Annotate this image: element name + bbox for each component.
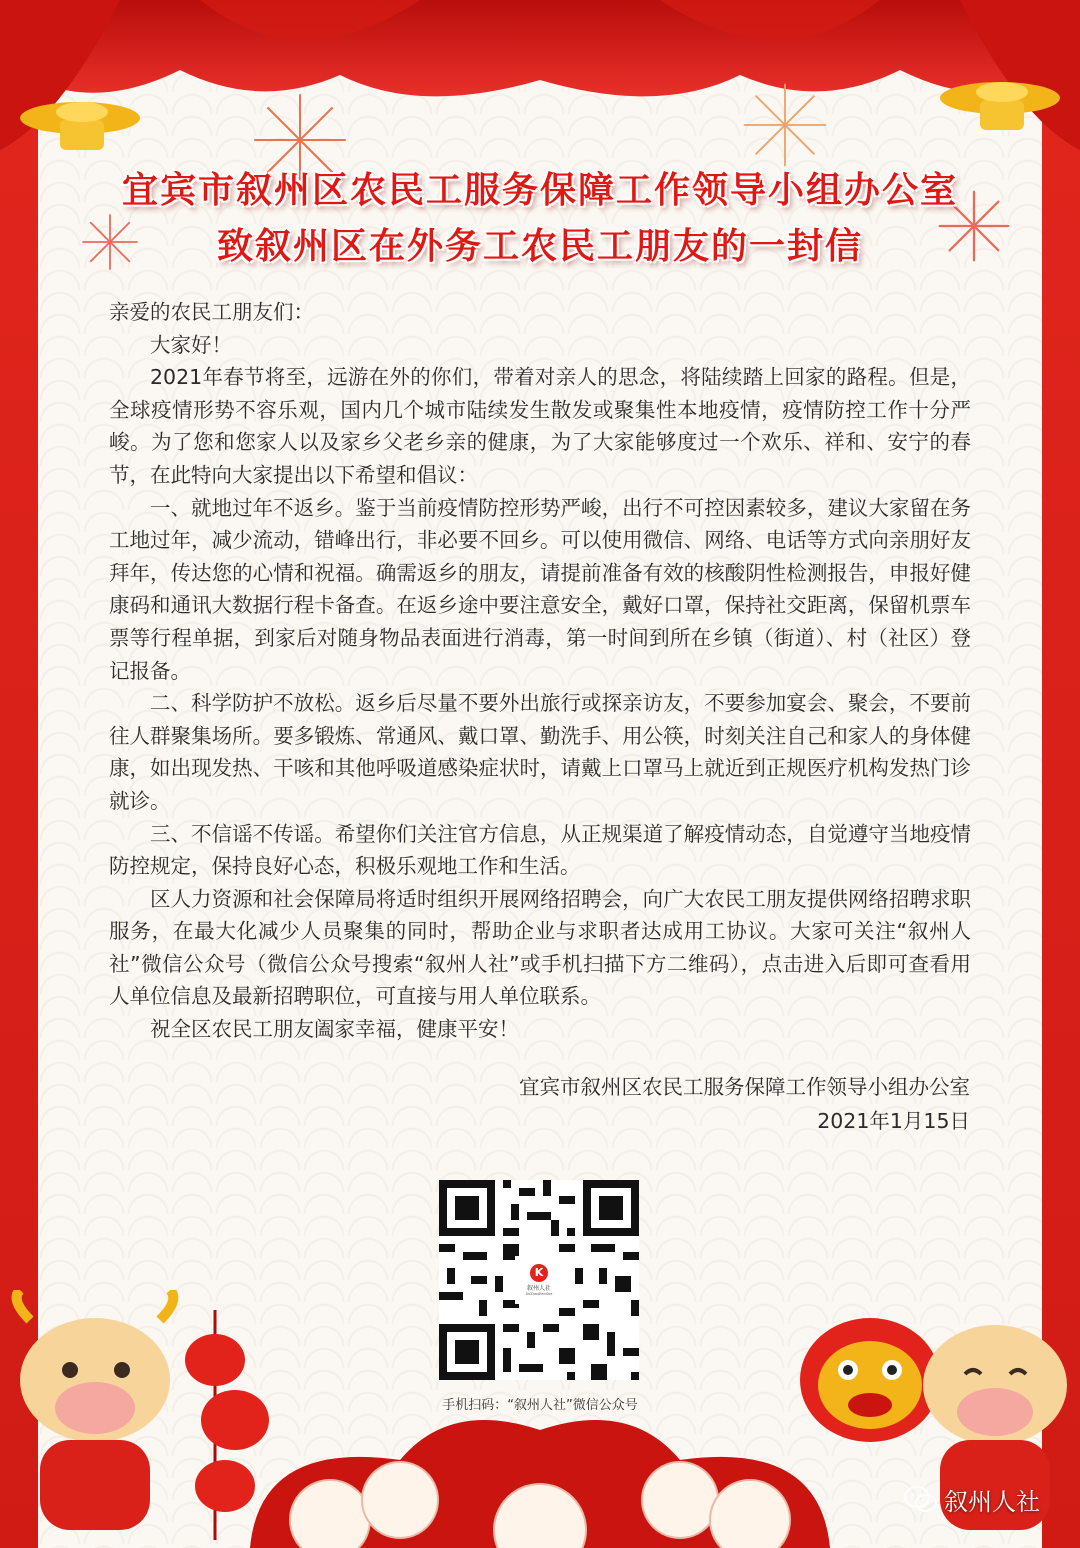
gold-ingot-right-icon [940,82,1060,130]
paragraph-point-3: 三、不信谣不传谣。希望你们关注官方信息，从正规渠道了解疫情动态，自觉遵守当地疫情防控规定，保持良好心态，积极乐观地工作和生活。 [109,821,971,879]
greeting: 大家好！ [150,332,232,357]
lantern-icon [185,1310,269,1540]
watermark [904,1482,1040,1517]
letter-body [109,296,971,1046]
curtain-decoration [0,0,1080,170]
ox-cartoon-left-icon [17,1290,174,1530]
signature-block [519,1070,970,1138]
paragraph-point-1: 一、就地过年不返乡。鉴于当前疫情防控形势严峻，出行不可控因素较多，建议大家留在务工地过年，减少流动，错峰出行，非必要不回乡。可以使用微信、网络、电话等方式向亲朋好友拜年，传达您的心情和祝福。确需返乡的朋友，请提前准备有效的核酸阴性检测报告，申报好健康码和通讯大数据行程卡备查。在返乡途中要注意安全，戴好口罩，保持社交距离，保留机票车票等行程单据，到家后对随身物品表面进行消毒，第一时间到所在乡镇（街道）、村（社区）登记报备。 [109,495,971,683]
paragraph-wishes: 祝全区农民工朋友阖家幸福，健康平安！ [150,1017,519,1042]
watermark-text: 叙州人社 [944,1488,1040,1516]
gold-ingot-left-icon [20,102,140,150]
title-line-1: 宜宾市叙州区农民工服务保障工作领导小组办公室 [121,170,958,211]
lion-dance-head-icon [800,1318,940,1442]
paragraph-point-2: 二、科学防护不放松。返乡后尽量不要外出旅行或探亲访友，不要参加宴会、聚会，不要前往人群聚集场所。要多锻炼、常通风、戴口罩、勤洗手、用公筷，时刻关注自己和家人的身体健康，如出现发热、干咳和其他呼吸道感染症状时，请戴上口罩马上就近到正规医疗机构发热门诊就诊。 [109,691,971,813]
salutation: 亲爱的农民工朋友们： [109,300,314,324]
title-line-2: 致叙州区在外务工农民工朋友的一封信 [216,226,863,267]
signature: 宜宾市叙州区农民工服务保障工作领导小组办公室 [519,1075,970,1099]
logo-icon: K [530,1264,548,1282]
paragraph-intro: 2021年春节将至，远游在外的你们，带着对亲人的思念，将陆续踏上回家的路程。但是，全球疫情形势不容乐观，国内几个城市陆续发生散发或聚集性本地疫情，疫情防控工作十分严峻。为了您和您家人以及家乡父老乡亲的健康，为了大家能够度过一个欢乐、祥和、安宁的春节，在此特向大家提出以下希望和倡议： [109,365,971,487]
date: 2021年1月15日 [817,1109,970,1133]
qr-center-sublabel: XuZhouRenShe [525,1292,553,1296]
qr-code [439,1180,639,1380]
wechat-icon [904,1486,938,1514]
paragraph-recruitment: 区人力资源和社会保障局将适时组织开展网络招聘会，向广大农民工朋友提供网络招聘求职服务，在最大化减少人员聚集的同时，帮助企业与求职者达成用工协议。大家可关注“叙州人社”微信公众号（微信公众号搜索“叙州人社”或手机扫描下方二维码），点击进入后即可查看用人单位信息及最新招聘职位，可直接与用人单位联系。 [109,886,971,1009]
qr-center-label: 叙州人社 [526,1285,551,1292]
qr-caption: 手机扫码：“叙州人社”微信公众号 [442,1398,638,1413]
firework-icon [740,80,830,170]
qr-center-logo [517,1258,561,1302]
